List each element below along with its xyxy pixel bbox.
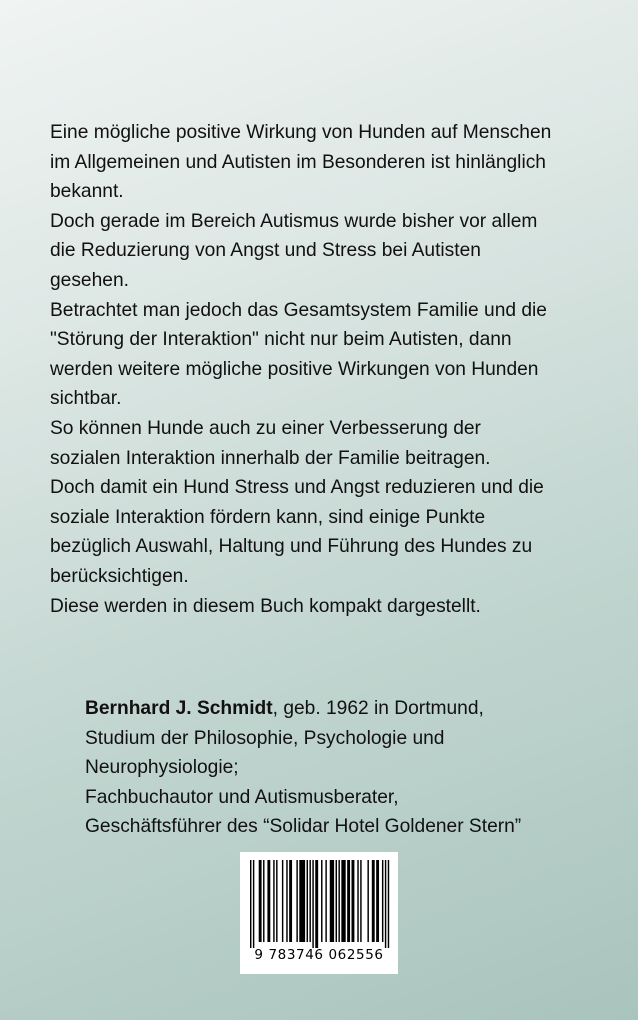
barcode-bar	[276, 860, 277, 942]
author-birth: , geb. 1962 in Dortmund,	[272, 698, 484, 719]
blurb-line: Betrachtet man jedoch das Gesamtsystem Familie und die	[50, 299, 547, 321]
barcode-bar	[282, 860, 283, 942]
barcode-bar	[299, 860, 305, 942]
blurb-line: im Allgemeinen und Autisten im Besonderen ist hinlänglich	[50, 151, 546, 173]
barcode-bar	[315, 860, 318, 948]
author-bio-line: Neurophysiologie;	[85, 757, 239, 779]
blurb-line: sichtbar.	[50, 388, 122, 410]
blurb-line: Diese werden in diesem Buch kompakt dargestellt.	[50, 595, 481, 617]
barcode-bars	[240, 852, 398, 948]
barcode-bar	[267, 860, 270, 942]
barcode-bar	[367, 860, 368, 942]
barcode-bar	[376, 860, 379, 942]
barcode-bar	[341, 860, 345, 942]
barcode-bar	[352, 860, 355, 942]
blurb-line: bezüglich Auswahl, Haltung und Führung des Hundes zu	[50, 536, 533, 558]
isbn-barcode	[240, 852, 398, 974]
blurb-line: bekannt.	[50, 181, 124, 203]
barcode-bar	[325, 860, 326, 942]
blurb-line: werden weitere mögliche positive Wirkungen von Hunden	[50, 358, 539, 380]
blurb-line: "Störung der Interaktion" nicht nur beim Autisten, dann	[50, 329, 512, 351]
author-name: Bernhard J. Schmidt	[85, 698, 273, 719]
barcode-bar	[321, 860, 322, 942]
barcode-bar	[289, 860, 292, 942]
barcode-bar	[336, 860, 337, 942]
isbn-number: 9 783746 062556	[254, 947, 384, 963]
barcode-bar	[312, 860, 313, 948]
barcode-bar	[372, 860, 375, 942]
author-bio-line	[85, 694, 625, 724]
barcode-bar	[309, 860, 310, 942]
barcode-bar	[382, 860, 383, 942]
author-bio-line: Geschäftsführer des “Solidar Hotel Goldener Stern”	[85, 816, 522, 838]
barcode-bar	[338, 860, 339, 942]
barcode-bar	[250, 860, 251, 948]
blurb-line: sozialen Interaktion innerhalb der Familie beitragen.	[50, 447, 491, 469]
barcode-bar	[259, 860, 262, 942]
barcode-bar	[286, 860, 287, 942]
barcode-bar	[330, 860, 334, 942]
barcode-bar	[360, 860, 361, 942]
author-bio-line: Fachbuchautor und Autismusberater,	[85, 786, 399, 808]
barcode-bar	[296, 860, 297, 942]
barcode-bar	[388, 860, 389, 948]
author-bio	[85, 694, 625, 842]
back-cover-blurb	[50, 118, 610, 621]
blurb-line: Doch damit ein Hund Stress und Angst reduzieren und die	[50, 477, 544, 499]
barcode-bar	[385, 860, 386, 948]
barcode-bar	[273, 860, 274, 942]
barcode-bar	[307, 860, 308, 942]
blurb-line: soziale Interaktion fördern kann, sind einige Punkte	[50, 506, 486, 528]
barcode-bar	[347, 860, 350, 942]
barcode-bar	[253, 860, 254, 948]
blurb-line: die Reduzierung von Angst und Stress bei Autisten	[50, 240, 481, 262]
blurb-line: So können Hunde auch zu einer Verbesserung der	[50, 417, 481, 439]
barcode-bar	[357, 860, 358, 942]
blurb-line: Doch gerade im Bereich Autismus wurde bisher vor allem	[50, 210, 538, 232]
blurb-line: berücksichtigen.	[50, 565, 189, 587]
blurb-line: gesehen.	[50, 269, 129, 291]
blurb-line: Eine mögliche positive Wirkung von Hunden auf Menschen	[50, 122, 552, 143]
author-bio-line: Studium der Philosophie, Psychologie und	[85, 727, 445, 749]
barcode-bar	[263, 860, 264, 942]
